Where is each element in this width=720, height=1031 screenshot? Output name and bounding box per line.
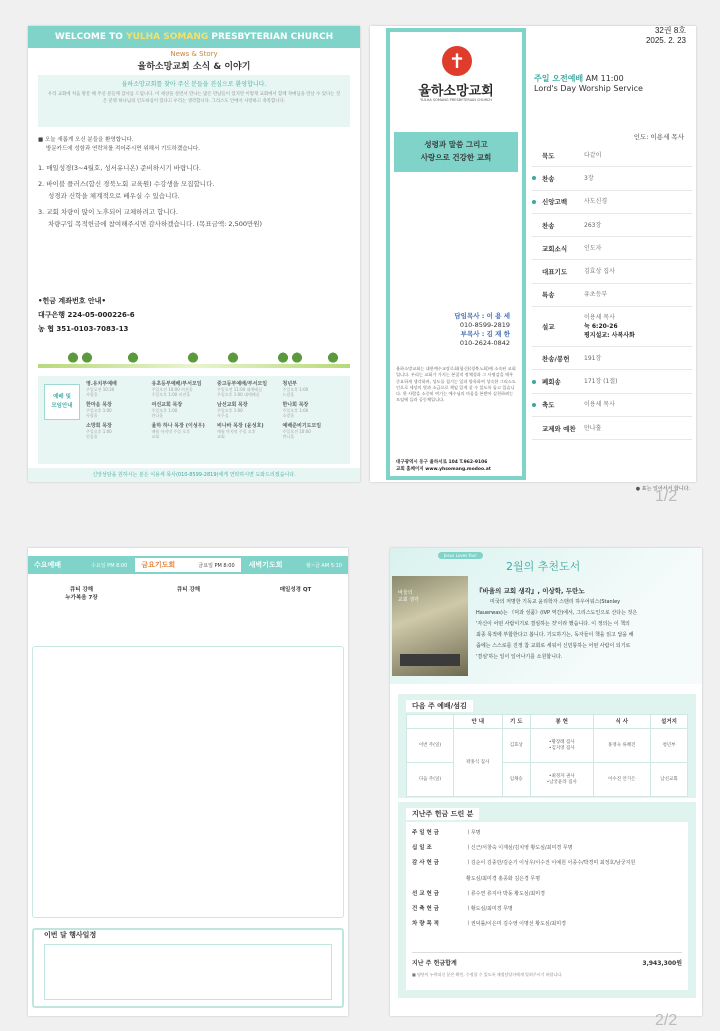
meeting-item: 한나회 목장 주일오후 1:00 소망홀: [282, 402, 309, 418]
worship-title-en: Lord's Day Worship Service: [534, 84, 643, 93]
next-week-title: 다음 주 예배/섬김: [406, 700, 473, 712]
church-name: 율하소망교회: [418, 84, 494, 99]
tab-friday: 금요기도회 금요일 PM 8:00: [133, 556, 242, 574]
announcements: [38, 136, 350, 230]
meeting-item: 청년부 주일오후 1:00 드림홀: [282, 381, 309, 397]
pastor-info: [454, 312, 510, 348]
meeting-item: 비나바 목장 (윤성호) 매월 마지막 주일 오후 교회: [217, 423, 264, 439]
page-recommend-offering: [390, 548, 702, 1016]
next-week-section: [398, 694, 696, 798]
assoc-pastor-name: 부목사 : 김 재 한: [460, 330, 510, 338]
news-subheader: News & Story: [170, 50, 218, 58]
stand-dot-icon: [532, 200, 536, 204]
welcome-box: [38, 75, 350, 127]
order-item: 찬송 263장: [532, 214, 692, 237]
offering-line: 십 일 조 ㅣ신근/서창숙 이재심/김치영 황도심/최미경 무명: [412, 845, 573, 852]
page-weekly-services: [28, 548, 348, 1016]
stand-note: ● 표는 일어서서 합니다.: [635, 486, 690, 492]
welcome-body: 우리 교회에 처음 방문 해 주신 분들께 감사를 드립니다. 이 세상을 살면서 만나는 많은 만남들이 있지만 이렇게 교회에서 함께 자매님을 만날 수 있다는 것은 분명 하나님의 인도하심이 있다고 우리는 생각합니다. 그리스도 안에서 사랑하고 축복합니다.: [47, 92, 341, 104]
account-line: 농 협 351-0103-7083-13: [38, 325, 129, 333]
events-box: [32, 928, 344, 1008]
order-item: 특송 유초등부: [532, 284, 692, 307]
friday-content: 큐티 강해: [176, 587, 201, 593]
offering-line: 감 사 헌 금 ㅣ김순이 김종만/김순기 이성우/이수진 이예원 이종수/박경미 최정호/남궁지원: [412, 860, 636, 867]
meeting-item: 영.유치부예배 주일오전 10:30 사랑홀: [86, 381, 117, 397]
meeting-item: 남선교회 목장 주일오후 1:00 사무실: [217, 402, 248, 418]
order-item: 축도 이용세 목사: [532, 394, 692, 417]
order-item: 찬송/봉헌 191장: [532, 347, 692, 370]
order-item: 교회소식 인도자: [532, 237, 692, 260]
note-line: 1. 매일성경(3~4월호, 성서유니온) 준비하시기 바랍니다.: [38, 164, 201, 172]
assoc-pastor-phone: 010-2624-0842: [459, 339, 510, 347]
tab-wednesday: 수요예배 수요일 PM 8:00: [28, 556, 133, 574]
order-item: 대표기도 김효상 집사: [532, 260, 692, 283]
account-line: 대구은행 224-05-000226-6: [38, 311, 135, 319]
service-tabs: [28, 556, 348, 574]
book-review: 『바울의 교회 생각』, 이상학, 두란노 미국의 저명한 기독교 윤리학자 스탠리 하우어워스(Stanley Hauerwas)는 《덕과 성품》(IVP 역간)에서, 그리스도인으로 산다는 것은 '자신이 어떤 사람이기로 결심하는 것'이라 했습니다. 이 정의는 이 책의 최종 목적에 부합한다고 봅니다. 기도하기는, 독자들이 책을 읽고 답을 해 줍에는 스스로를 진정 참 교회로 세워서 신민퉁하는 어떤 사람이 되기로 '결심'하는 일이 일어나기를 소원합니다.: [476, 587, 638, 660]
note-line: 성경과 신학을 체계적으로 배우실 수 있습니다.: [48, 192, 180, 200]
trees-illustration: [38, 346, 350, 368]
meetings-grid: [86, 380, 348, 439]
offering-line: 선 교 헌 금 ㅣ류수연 류지아 박동 황도심/최미경: [412, 890, 545, 897]
page-number: 1/2: [655, 488, 678, 505]
order-item: 설교 이용세 목사 눅 6:20-26 평지설교: 사복사화: [532, 307, 692, 347]
church-address: 대구광역시 동구 율하서로 104 T.962-9106 교회 홈페이지 www.yhsomang.modoo.at: [396, 460, 491, 472]
worship-time: AM 11:00: [585, 74, 624, 83]
meetings-section: [38, 376, 350, 464]
meeting-item: 예배준비기도모임 주일오전 10:00 만나홀: [282, 423, 322, 439]
offering-line: 주 일 헌 금 ㅣ무명: [412, 830, 481, 836]
note-line: 차량구입 목적헌금에 참여해주시면 감사하겠습니다. (목표금액: 2,500만원): [48, 220, 263, 228]
counsel-footer: 신앙상담을 원하시는 분은 이용세 목사(010-8599-2819)에게 연락하시면 도와드리겠습니다.: [28, 468, 360, 482]
welcome-title: 율하소망교회를 찾아 주신 분들을 진심으로 환영합니다.: [121, 81, 267, 88]
offering-line: 황도심/최미경 홍종화 김은경 무명: [466, 875, 541, 882]
worship-title: 주일 오전예배: [534, 74, 584, 83]
offering-section: [398, 802, 696, 998]
welcome-banner: WELCOME TO YULHA SOMANG PRESBYTERIAN CHURCH: [28, 26, 360, 48]
offering-list: [406, 822, 688, 990]
meeting-item: 소망회 목장 주일오후 1:00 믿음홀: [86, 423, 112, 439]
note-line: 방문카드에 성함과 연락처를 적어주시면 위해서 기도하겠습니다.: [46, 146, 200, 152]
offering-title: 지난주 헌금 드린 분: [406, 808, 479, 820]
church-motto: 성령과 말씀 그리고 사랑으로 건강한 교회: [394, 132, 518, 172]
order-item: 찬송 3장: [532, 167, 692, 190]
order-item: 묵도 다같이: [532, 144, 692, 167]
worship-header: [534, 74, 643, 94]
news-title: 율하소망교회 소식 & 이야기: [137, 62, 251, 72]
issue-info: [646, 26, 686, 46]
order-item: 폐회송 171장 (1절): [532, 370, 692, 393]
wednesday-content: 큐티 강해 누가복음 7장: [65, 587, 98, 601]
note-line: ■ 오늘 새롭게 오신 분들을 환영합니다.: [38, 137, 134, 143]
note-line: 3. 교회 차량이 많이 노후되어 교체하려고 합니다.: [38, 208, 178, 216]
book-cover: [392, 576, 468, 676]
church-sidebar: [386, 28, 526, 480]
offering-line: 차 량 목 적 ㅣ권덕률/이은미 김수영 이명선 황도심/최미경: [412, 921, 566, 928]
offering-total: 지난 주 헌금합계 3,943,300원: [412, 952, 682, 967]
church-intro: 율하소망교회는 대한예수교장로회(합신)(경북노회)에 소속된 교회입니다. 우리는 교회가 가지는 본질적 정체성과 그 사명감을 매우 중요하게 생각하며, 성도를 섬기는 일과 양육하여 성숙한 그리스도인으로 세상의 빛과 소금으로 책임 있게 살 수 있도록 돕고 있습니다. 한 사람을 소중히 여기는 예수님의 마음을 본받아 실천하려는 모임에 들과 공동체입니다.: [396, 366, 516, 403]
issue-date: 2025. 2. 23: [645, 36, 686, 45]
note-line: 2. 바이블 플러스(합신 경북노회 교육원) 수강생을 모집합니다.: [38, 180, 215, 188]
page-worship-order: [370, 26, 696, 492]
pastor-phone: 010-8599-2819: [459, 321, 510, 329]
dawn-content: 매일성경 QT: [279, 587, 312, 593]
book-cover-title: 바울의 교회 생각: [398, 590, 419, 603]
recommend-title: 2월의 추천도서: [506, 560, 581, 573]
volume-number: 32권 8호: [654, 26, 686, 35]
next-week-table: 안 내 기 도 봉 헌 식 사 설거지 이번 주(일) 곽홍식 집사 김효상 •황장례 집사 •김지영 집사 홍영숙 류혜진 청년부 다음 주(일) 임채승 •최정자 권사 •남궁윤라 집사 이수진 안기은 남선교회: [406, 714, 688, 797]
meeting-item: 중고등부예배/부서모임 주일오전 11:00 대예배실 주일오후 1:00 대예배실: [217, 381, 268, 397]
meetings-label: 예배 및 모임안내: [44, 384, 80, 420]
stand-dot-icon: [532, 380, 536, 384]
jesus-tag: Jesus Loves You!: [438, 552, 483, 559]
page-news: [28, 26, 360, 482]
church-logo-icon: ✝: [442, 46, 472, 76]
order-item: 교제와 예찬 만나홀: [532, 417, 692, 440]
meeting-item: 유초등부예배/부서모임 주일오전 10:00 비전홀 주일오후 1:00 비전홀: [151, 381, 202, 397]
meeting-item: 한마음 목장 주일오후 1:00 사랑홀: [86, 402, 112, 418]
stand-dot-icon: [532, 403, 536, 407]
church-name-en: YULHA SOMANG PRESBYTERIAN CHURCH: [420, 98, 492, 102]
account-title: •헌금 계좌번호 안내•: [38, 297, 106, 305]
blank-box: [32, 646, 344, 918]
events-title: 이번 달 행사일정: [40, 930, 100, 940]
officiant: 인도: 이용세 목사: [633, 133, 684, 141]
page-number: 2/2: [655, 1012, 678, 1029]
meeting-item: 율하 하나 목장 (이성우) 매월 마지막 주일 오후 교회: [151, 423, 205, 439]
offering-line: 건 축 헌 금 ㅣ황도심/최미경 무명: [412, 906, 513, 913]
order-item: 신앙고백 사도신경: [532, 191, 692, 214]
account-info: [38, 294, 135, 336]
offering-note: ■ 명단이 누락되신 분은 확인, 수정할 수 있도록 재정담당자에게 알려주시기 바랍니다.: [412, 972, 563, 977]
worship-order-list: [532, 144, 692, 440]
meeting-item: 여선교회 목장 주일오후 1:00 만나홀: [151, 402, 183, 418]
tab-dawn: 새벽기도회 월~금 AM 5:10: [243, 556, 348, 574]
pastor-name: 담임목사 : 이 용 세: [454, 312, 510, 320]
